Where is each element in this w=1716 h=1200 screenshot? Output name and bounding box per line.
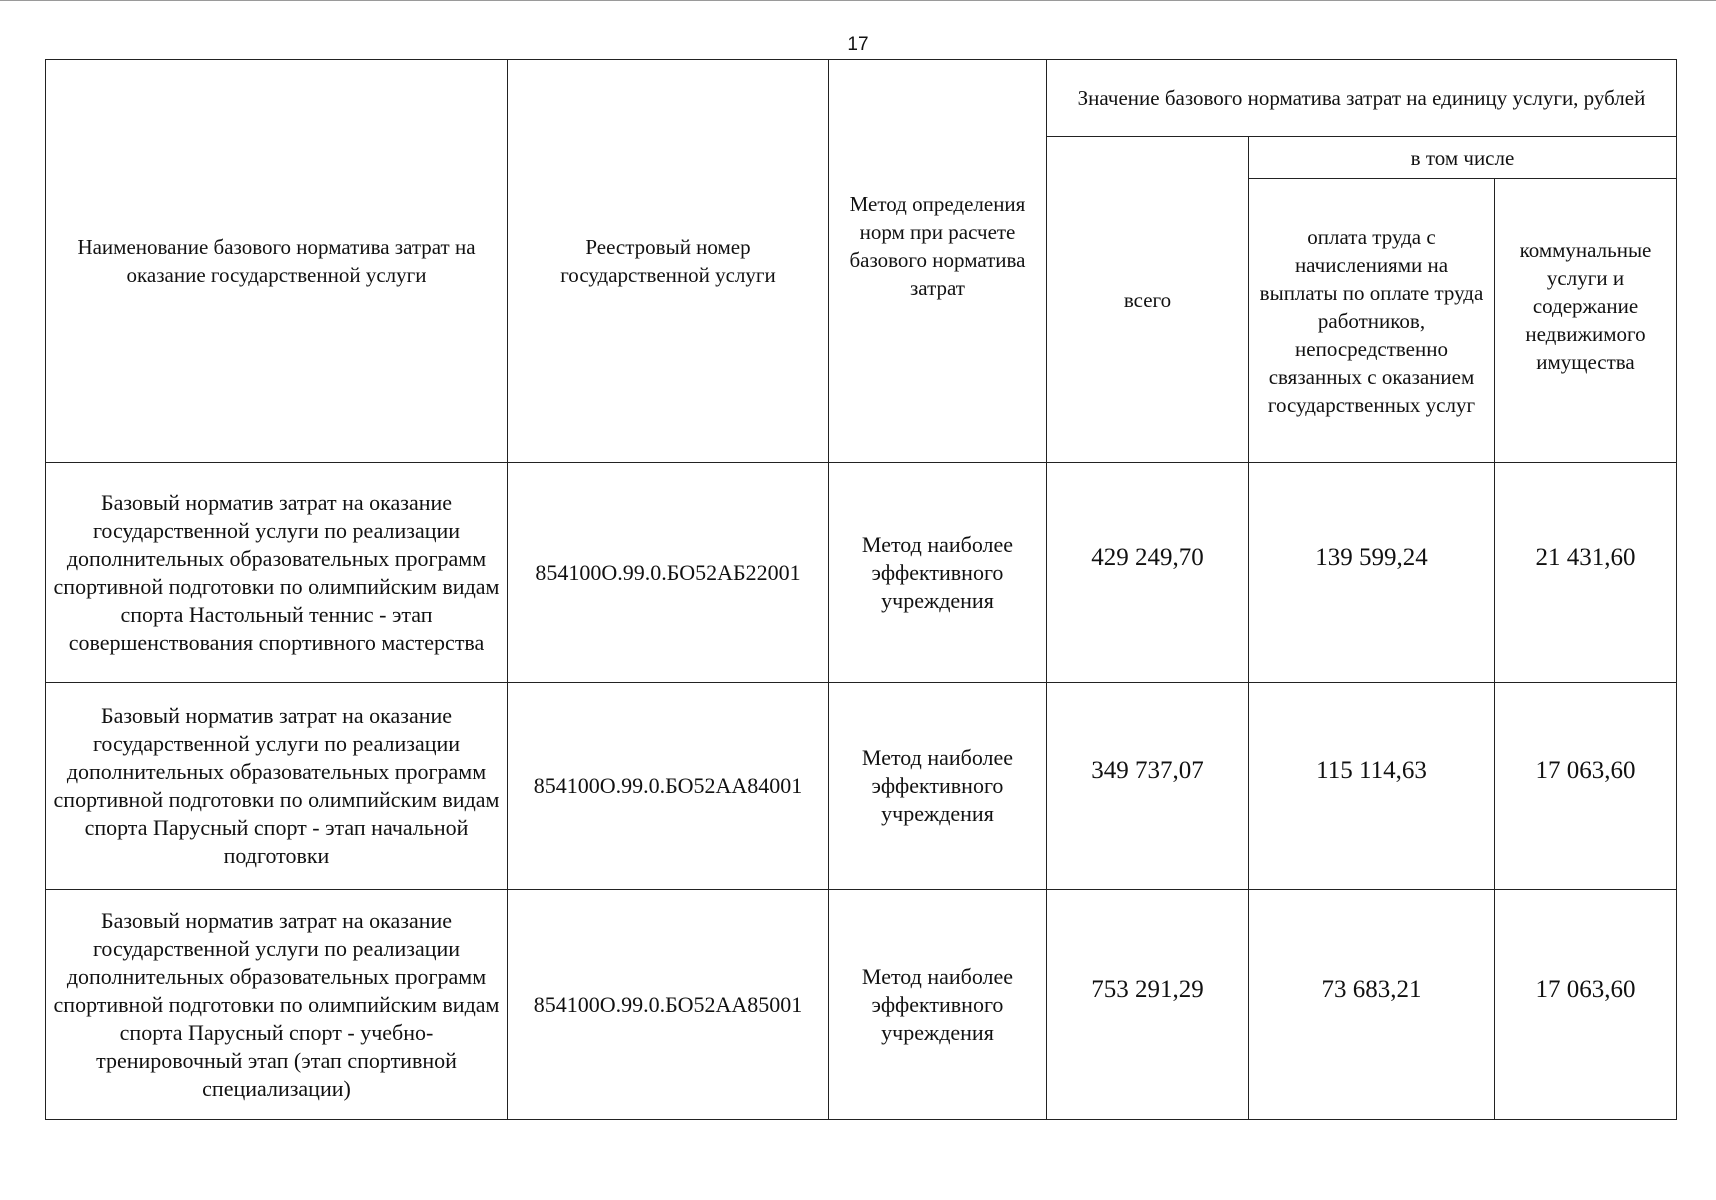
- header-labor: оплата труда с начислениями на выплаты по оплате труда работников, непосредственно связанных с оказанием государственных услуг: [1249, 179, 1495, 463]
- page-number: 17: [847, 34, 869, 55]
- cell-name: Базовый норматив затрат на оказание государственной услуги по реализации дополнительных образовательных программ спортивной подготовки по олимпийским видам спорта Парусный спорт - этап начальной подготовки: [46, 683, 508, 890]
- cell-labor: 139 599,24: [1249, 463, 1495, 683]
- cell-utilities: 17 063,60: [1495, 683, 1677, 890]
- cell-method: Метод наиболее эффективного учреждения: [829, 463, 1047, 683]
- top-rule: [0, 0, 1716, 1]
- header-including: в том числе: [1249, 137, 1677, 179]
- cell-method: Метод наиболее эффективного учреждения: [829, 890, 1047, 1120]
- cell-total: 349 737,07: [1047, 683, 1249, 890]
- header-name: Наименование базового норматива затрат на оказание государственной услуги: [46, 60, 508, 463]
- table-row: [46, 683, 1677, 890]
- cell-registry: 854100О.99.0.БО52АБ22001: [508, 463, 829, 683]
- header-utilities: коммунальные услуги и содержание недвижимого имущества: [1495, 179, 1677, 463]
- cell-name: Базовый норматив затрат на оказание государственной услуги по реализации дополнительных образовательных программ спортивной подготовки по олимпийским видам спорта Парусный спорт - учебно-тренировочный этап (этап спортивной специализации): [46, 890, 508, 1120]
- header-value-group: Значение базового норматива затрат на единицу услуги, рублей: [1047, 60, 1677, 137]
- cell-labor: 115 114,63: [1249, 683, 1495, 890]
- header-total: всего: [1047, 137, 1249, 463]
- table-row: [46, 890, 1677, 1120]
- norms-table: [45, 59, 1677, 1120]
- cell-labor: 73 683,21: [1249, 890, 1495, 1120]
- header-registry: Реестровый номер государственной услуги: [508, 60, 829, 463]
- cell-registry: 854100О.99.0.БО52АА85001: [508, 890, 829, 1120]
- cell-method: Метод наиболее эффективного учреждения: [829, 683, 1047, 890]
- cell-total: 429 249,70: [1047, 463, 1249, 683]
- cell-name: Базовый норматив затрат на оказание государственной услуги по реализации дополнительных образовательных программ спортивной подготовки по олимпийским видам спорта Настольный теннис - этап совершенствования спортивного мастерства: [46, 463, 508, 683]
- cell-registry: 854100О.99.0.БО52АА84001: [508, 683, 829, 890]
- header-row-1: [46, 60, 1677, 137]
- header-method: Метод определения норм при расчете базового норматива затрат: [829, 60, 1047, 463]
- cell-utilities: 17 063,60: [1495, 890, 1677, 1120]
- table-row: [46, 463, 1677, 683]
- cell-utilities: 21 431,60: [1495, 463, 1677, 683]
- cell-total: 753 291,29: [1047, 890, 1249, 1120]
